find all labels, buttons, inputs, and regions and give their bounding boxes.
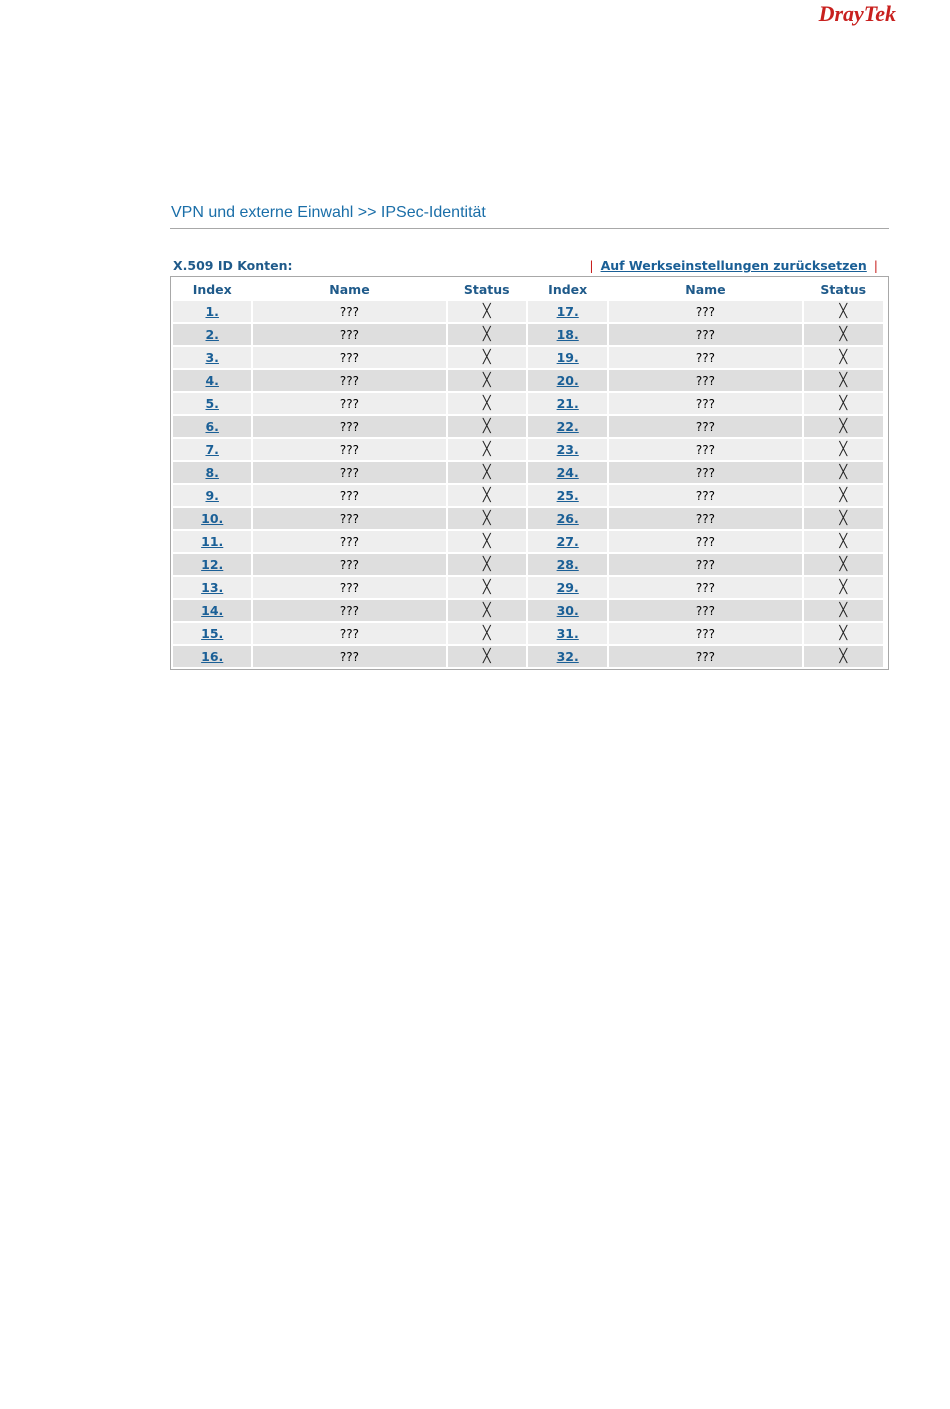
index-cell (173, 370, 251, 391)
index-cell (173, 462, 251, 483)
status-x-icon: ╳ (839, 603, 848, 618)
index-cell (173, 485, 251, 506)
status-cell (804, 646, 883, 667)
status-cell (804, 531, 883, 552)
index-cell (528, 439, 607, 460)
status-cell (448, 301, 526, 322)
status-cell (448, 393, 526, 414)
table-toolbar (170, 254, 889, 276)
profile-index-link[interactable]: 14. (201, 603, 224, 618)
index-cell (173, 623, 251, 644)
index-cell (173, 531, 251, 552)
status-cell (448, 531, 526, 552)
header-name-right: Name (609, 279, 801, 299)
profile-name-cell: ??? (609, 554, 801, 575)
index-cell (173, 416, 251, 437)
separator-right: | (873, 258, 878, 273)
profile-name-cell: ??? (253, 623, 445, 644)
status-x-icon: ╳ (482, 557, 491, 572)
profile-name-cell: ??? (253, 577, 445, 598)
table-row (173, 600, 883, 621)
table-row (173, 531, 883, 552)
index-cell (528, 347, 607, 368)
status-cell (448, 370, 526, 391)
table-row (173, 393, 883, 414)
profile-index-link[interactable]: 4. (205, 373, 219, 388)
profile-index-link[interactable]: 8. (205, 465, 219, 480)
profile-name-cell: ??? (609, 485, 801, 506)
status-cell (804, 462, 883, 483)
profile-index-link[interactable]: 7. (205, 442, 219, 457)
profile-index-link[interactable]: 5. (205, 396, 219, 411)
status-cell (448, 646, 526, 667)
profile-index-link[interactable]: 16. (201, 649, 224, 664)
status-x-icon: ╳ (839, 511, 848, 526)
status-x-icon: ╳ (482, 488, 491, 503)
index-cell (528, 485, 607, 506)
profile-name-cell: ??? (609, 577, 801, 598)
status-cell (804, 324, 883, 345)
index-cell (173, 301, 251, 322)
status-x-icon: ╳ (839, 557, 848, 572)
header-status-left: Status (448, 279, 526, 299)
profile-index-link[interactable]: 15. (201, 626, 224, 641)
profile-name-cell: ??? (253, 462, 445, 483)
status-x-icon: ╳ (839, 419, 848, 434)
profile-name-cell: ??? (253, 347, 445, 368)
table-row (173, 485, 883, 506)
index-cell (528, 393, 607, 414)
status-cell (804, 508, 883, 529)
status-cell (804, 554, 883, 575)
table-row (173, 439, 883, 460)
status-cell (804, 600, 883, 621)
profile-name-cell: ??? (253, 646, 445, 667)
index-cell (528, 508, 607, 529)
index-cell (528, 462, 607, 483)
table-row (173, 324, 883, 345)
profile-name-cell: ??? (253, 531, 445, 552)
status-x-icon: ╳ (839, 649, 848, 664)
profile-index-link[interactable]: 31. (556, 626, 579, 641)
table-row (173, 416, 883, 437)
status-x-icon: ╳ (482, 304, 491, 319)
profile-index-link[interactable]: 26. (556, 511, 579, 526)
header-status-right: Status (804, 279, 883, 299)
index-cell (528, 623, 607, 644)
index-cell (173, 577, 251, 598)
profile-index-link[interactable]: 25. (556, 488, 579, 503)
reset-link-wrapper (582, 258, 885, 273)
table-row (173, 370, 883, 391)
index-cell (528, 531, 607, 552)
table-header-row (173, 279, 883, 299)
status-cell (448, 600, 526, 621)
status-x-icon: ╳ (839, 442, 848, 457)
profile-index-link[interactable]: 18. (556, 327, 579, 342)
status-x-icon: ╳ (482, 603, 491, 618)
profile-name-cell: ??? (253, 416, 445, 437)
status-cell (448, 439, 526, 460)
status-cell (448, 416, 526, 437)
profile-name-cell: ??? (253, 600, 445, 621)
status-cell (804, 577, 883, 598)
status-x-icon: ╳ (839, 580, 848, 595)
profile-index-link[interactable]: 27. (556, 534, 579, 549)
profile-name-cell: ??? (609, 393, 801, 414)
status-x-icon: ╳ (482, 419, 491, 434)
status-x-icon: ╳ (839, 304, 848, 319)
index-cell (173, 646, 251, 667)
index-cell (173, 508, 251, 529)
index-cell (173, 324, 251, 345)
table-row (173, 347, 883, 368)
status-cell (448, 623, 526, 644)
table-row (173, 462, 883, 483)
table-row (173, 301, 883, 322)
profile-name-cell: ??? (253, 324, 445, 345)
table-row (173, 508, 883, 529)
status-x-icon: ╳ (482, 327, 491, 342)
status-cell (448, 324, 526, 345)
profile-name-cell: ??? (609, 301, 801, 322)
profile-name-cell: ??? (609, 531, 801, 552)
header-name-left: Name (253, 279, 445, 299)
profile-index-link[interactable]: 13. (201, 580, 224, 595)
profile-index-link[interactable]: 24. (556, 465, 579, 480)
index-cell (528, 646, 607, 667)
status-x-icon: ╳ (482, 442, 491, 457)
status-cell (804, 439, 883, 460)
profile-name-cell: ??? (253, 508, 445, 529)
table-row (173, 623, 883, 644)
index-cell (173, 554, 251, 575)
status-cell (448, 462, 526, 483)
profile-index-link[interactable]: 17. (556, 304, 579, 319)
header-index-right: Index (528, 279, 607, 299)
table-body (173, 301, 883, 667)
status-x-icon: ╳ (482, 373, 491, 388)
profile-name-cell: ??? (609, 646, 801, 667)
profile-index-link[interactable]: 2. (205, 327, 219, 342)
index-cell (173, 347, 251, 368)
status-cell (804, 301, 883, 322)
index-cell (528, 324, 607, 345)
profile-index-link[interactable]: 22. (556, 419, 579, 434)
profile-index-link[interactable]: 29. (556, 580, 579, 595)
status-cell (448, 554, 526, 575)
status-cell (448, 347, 526, 368)
profile-index-link[interactable]: 19. (556, 350, 579, 365)
status-cell (804, 370, 883, 391)
status-x-icon: ╳ (839, 626, 848, 641)
index-cell (528, 577, 607, 598)
status-cell (448, 577, 526, 598)
profile-name-cell: ??? (609, 416, 801, 437)
status-x-icon: ╳ (839, 396, 848, 411)
profile-name-cell: ??? (253, 439, 445, 460)
breadcrumb: VPN und externe Einwahl >> IPSec-Identität (170, 200, 889, 229)
profile-index-link[interactable]: 12. (201, 557, 224, 572)
index-cell (528, 554, 607, 575)
status-x-icon: ╳ (839, 327, 848, 342)
status-x-icon: ╳ (482, 626, 491, 641)
x509-id-table (171, 277, 885, 669)
profile-name-cell: ??? (253, 554, 445, 575)
status-x-icon: ╳ (839, 465, 848, 480)
status-x-icon: ╳ (482, 396, 491, 411)
separator-left: | (589, 258, 594, 273)
index-cell (528, 370, 607, 391)
profile-name-cell: ??? (609, 600, 801, 621)
status-x-icon: ╳ (839, 350, 848, 365)
table-row (173, 646, 883, 667)
status-cell (448, 485, 526, 506)
status-x-icon: ╳ (482, 465, 491, 480)
index-cell (173, 439, 251, 460)
status-cell (804, 416, 883, 437)
profile-index-link[interactable]: 32. (556, 649, 579, 664)
profile-name-cell: ??? (609, 462, 801, 483)
main-content (170, 200, 889, 670)
profile-name-cell: ??? (253, 485, 445, 506)
status-x-icon: ╳ (839, 488, 848, 503)
section-title: X.509 ID Konten: (173, 258, 293, 273)
profile-index-link[interactable]: 28. (556, 557, 579, 572)
profile-name-cell: ??? (253, 370, 445, 391)
profile-index-link[interactable]: 20. (556, 373, 579, 388)
reset-defaults-link[interactable]: Auf Werkseinstellungen zurücksetzen (600, 258, 867, 273)
profile-name-cell: ??? (609, 347, 801, 368)
index-cell (528, 416, 607, 437)
profile-name-cell: ??? (609, 370, 801, 391)
profile-name-cell: ??? (609, 508, 801, 529)
index-cell (173, 393, 251, 414)
profile-index-link[interactable]: 30. (556, 603, 579, 618)
status-x-icon: ╳ (839, 534, 848, 549)
index-cell (528, 301, 607, 322)
status-x-icon: ╳ (482, 511, 491, 526)
status-x-icon: ╳ (482, 649, 491, 664)
profile-name-cell: ??? (609, 439, 801, 460)
x509-id-table-box (170, 276, 889, 670)
status-cell (804, 623, 883, 644)
status-cell (804, 347, 883, 368)
profile-index-link[interactable]: 6. (205, 419, 219, 434)
profile-name-cell: ??? (609, 623, 801, 644)
status-x-icon: ╳ (482, 534, 491, 549)
status-x-icon: ╳ (482, 350, 491, 365)
profile-index-link[interactable]: 10. (201, 511, 224, 526)
status-cell (804, 393, 883, 414)
index-cell (528, 600, 607, 621)
profile-index-link[interactable]: 21. (556, 396, 579, 411)
profile-name-cell: ??? (253, 393, 445, 414)
table-row (173, 554, 883, 575)
status-x-icon: ╳ (839, 373, 848, 388)
draytek-logo: DrayTek (818, 1, 896, 26)
profile-name-cell: ??? (253, 301, 445, 322)
profile-index-link[interactable]: 23. (556, 442, 579, 457)
status-cell (804, 485, 883, 506)
status-x-icon: ╳ (482, 580, 491, 595)
profile-index-link[interactable]: 3. (205, 350, 219, 365)
index-cell (173, 600, 251, 621)
profile-index-link[interactable]: 11. (201, 534, 224, 549)
table-row (173, 577, 883, 598)
status-cell (448, 508, 526, 529)
profile-index-link[interactable]: 9. (205, 488, 219, 503)
profile-index-link[interactable]: 1. (205, 304, 219, 319)
profile-name-cell: ??? (609, 324, 801, 345)
header-index-left: Index (173, 279, 251, 299)
